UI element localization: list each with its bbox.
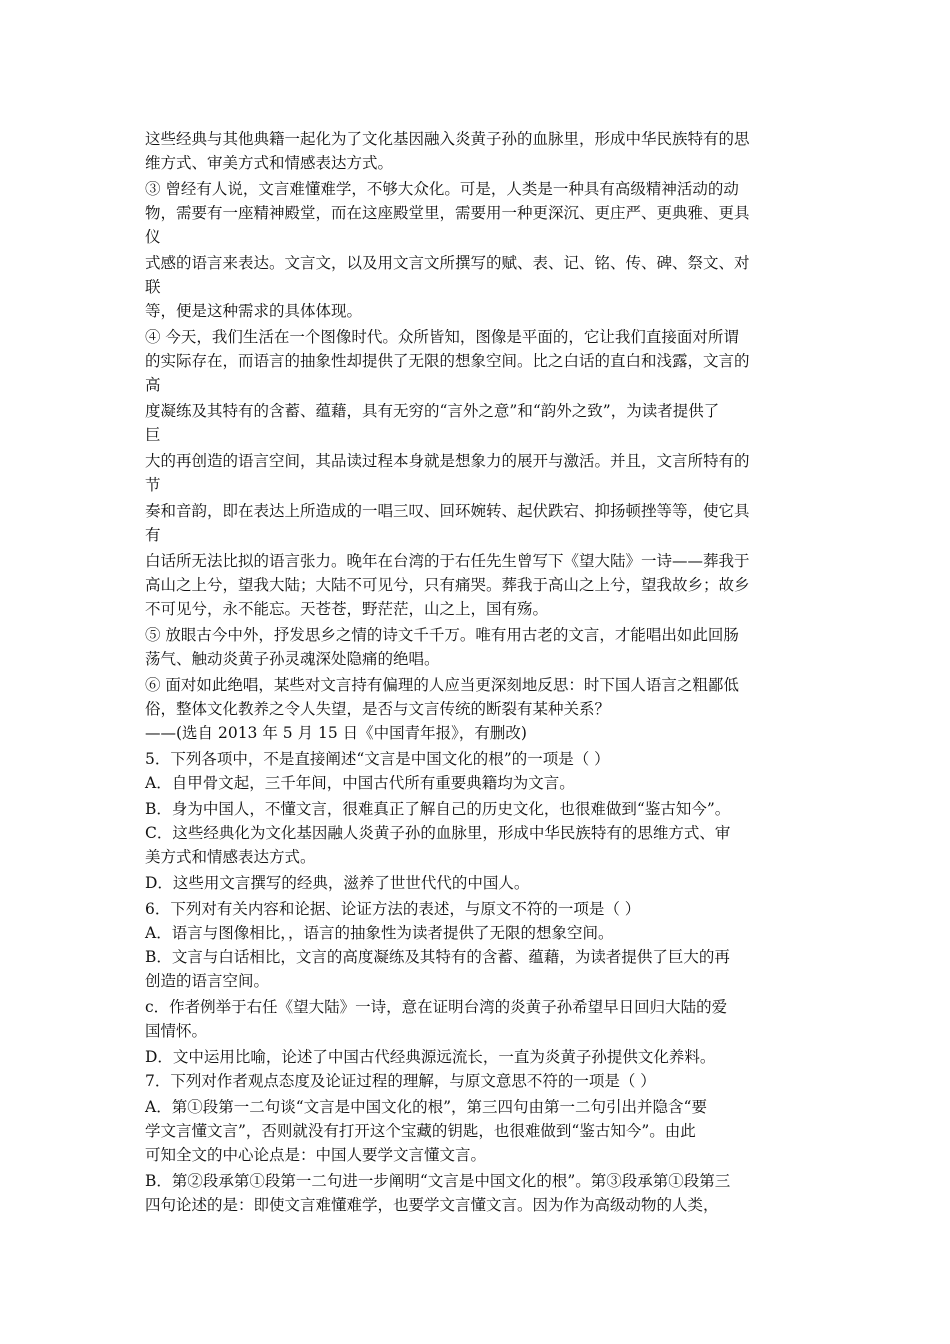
text-line: A．自甲骨文起，三千年间，中国古代所有重要典籍均为文言。 (145, 774, 575, 792)
text-line: C．这些经典化为文化基因融人炎黄子孙的血脉里，形成中华民族特有的思维方式、审 (145, 824, 731, 842)
text-line: 奏和音韵，即在表达上所造成的一唱三叹、回环婉转、起伏跌宕、抑扬顿挫等等，使它具 (145, 502, 750, 520)
text-line: 四句论述的是：即使文言难懂难学，也要学文言懂文言。因为作为高级动物的人类， (145, 1196, 719, 1214)
text-line: 物，需要有一座精神殿堂，而在这座殿堂里，需要用一种更深沉、更庄严、更典雅、更具 (145, 204, 750, 222)
text-line: 节 (145, 476, 161, 494)
text-line: 5．下列各项中，不是直接阐述“文言是中国文化的根”的一项是（ ） (145, 750, 610, 768)
text-line: ——(选自 2013 年 5 月 15 日《中国青年报》，有删改) (145, 724, 527, 742)
text-line: 维方式、审美方式和情感表达方式。 (145, 154, 394, 172)
text-line: 有 (145, 526, 161, 544)
text-line: 度凝练及其特有的含蓄、蕴藉，具有无穷的“言外之意”和“韵外之致”，为读者提供了 (145, 402, 720, 420)
text-line: D．这些用文言撰写的经典，滋养了世世代代的中国人。 (145, 874, 530, 892)
text-line: 白话所无法比拟的语言张力。晚年在台湾的于右任先生曾写下《望大陆》一诗——葬我于 (145, 552, 750, 570)
text-line: ⑥ 面对如此绝唱，某些对文言持有偏理的人应当更深刻地反思：时下国人语言之粗鄙低 (145, 676, 739, 694)
text-line: 大的再创造的语言空间，其品读过程本身就是想象力的展开与激活。并且，文言所特有的 (145, 452, 750, 470)
text-line: c．作者例举于右任《望大陆》一诗，意在证明台湾的炎黄子孙希望早日回归大陆的爱 (145, 998, 728, 1016)
text-line: 学文言懂文言”，否则就没有打开这个宝藏的钥匙，也很难做到“鉴古知今”。由此 (145, 1122, 696, 1140)
text-line: 6．下列对有关内容和论据、论证方法的表述，与原文不符的一项是（ ） (145, 900, 641, 918)
text-line: 国情怀。 (145, 1022, 208, 1040)
text-line: 高山之上兮，望我大陆；大陆不可见兮，只有痛哭。葬我于高山之上兮，望我故乡；故乡 (145, 576, 750, 594)
text-line: B．身为中国人，不懂文言，很难真正了解自己的历史文化，也很难做到“鉴古知今”。 (145, 800, 731, 818)
text-line: ④ 今天，我们生活在一个图像时代。众所皆知，图像是平面的，它让我们直接面对所谓 (145, 328, 739, 346)
text-line: 不可见兮，永不能忘。天苍苍，野茫茫，山之上，国有殇。 (145, 600, 549, 618)
text-line: 的实际存在，而语言的抽象性却提供了无限的想象空间。比之白话的直白和浅露，文言的 (145, 352, 750, 370)
text-line: 式感的语言来表达。文言文，以及用文言文所撰写的赋、表、记、铭、传、碑、祭文、对 (145, 254, 750, 272)
text-line: 巨 (145, 426, 161, 444)
text-line: 美方式和情感表达方式。 (145, 848, 316, 866)
text-line: 高 (145, 376, 161, 394)
text-line: 7．下列对作者观点态度及论证过程的理解，与原文意思不符的一项是（ ） (145, 1072, 656, 1090)
text-line: B．文言与白话相比，文言的高度凝练及其特有的含蓄、蕴藉，为读者提供了巨大的再 (145, 948, 730, 966)
text-line: B．第②段承第①段第一二句进一步阐明“文言是中国文化的根”。第③段承第①段第三 (145, 1172, 731, 1190)
text-line: 创造的语言空间。 (145, 972, 270, 990)
text-line: ⑤ 放眼古今中外，抒发思乡之情的诗文千千万。唯有用古老的文言，才能唱出如此回肠 (145, 626, 739, 644)
text-line: A．语言与图像相比，，语言的抽象性为读者提供了无限的想象空间。 (145, 924, 614, 942)
text-line: 荡气、触动炎黄子孙灵魂深处隐痛的绝唱。 (145, 650, 440, 668)
text-line: 俗，整体文化教养之令人失望，是否与文言传统的断裂有某种关系？ (145, 700, 611, 718)
text-line: D．文中运用比喻，论述了中国古代经典源远流长，一直为炎黄子孙提供文化养料。 (145, 1048, 716, 1066)
text-line: A．第①段第一二句谈“文言是中国文化的根”，第三四句由第一二句引出并隐含“要 (145, 1098, 707, 1116)
text-line: ③ 曾经有人说，文言难懂难学，不够大众化。可是，人类是一种具有高级精神活动的动 (145, 180, 739, 198)
text-line: 仪 (145, 228, 161, 246)
text-line: 可知全文的中心论点是：中国人要学文言懂文言。 (145, 1146, 487, 1164)
text-line: 这些经典与其他典籍一起化为了文化基因融入炎黄子孙的血脉里，形成中华民族特有的思 (145, 130, 750, 148)
text-line: 等，便是这种需求的具体体现。 (145, 302, 363, 320)
text-line: 联 (145, 278, 161, 296)
